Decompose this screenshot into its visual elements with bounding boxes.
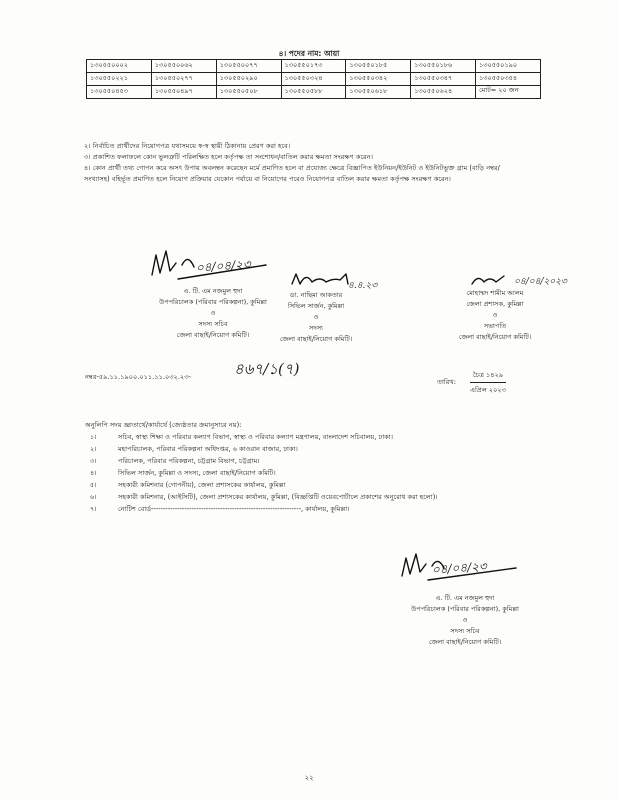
cc-item-number: ৪। [90, 469, 97, 477]
left-name: এ. টি. এম নজমুল হুদা [183, 287, 243, 295]
cc-item [90, 431, 550, 443]
right-name: মোহাম্মদ শামীম আলম [466, 289, 524, 297]
middle-signatory [246, 290, 386, 345]
bottom-designation: উপপরিচালক (পরিবার পরিকল্পনা), কুমিল্লা [411, 605, 519, 613]
cc-item-text: সিভিল সার্জন, কুমিল্লা ও সদস্য, জেলা বাছাই/নিয়োগ কমিটি। [118, 469, 276, 477]
right-signature [470, 270, 520, 290]
table-cell: ১৩০৫৫০২৯০ [216, 73, 281, 86]
middle-name: ডা. নাছিমা আকতার [289, 291, 343, 299]
cc-item [90, 455, 550, 467]
note-4: ৪। কোন প্রার্থী তথ্য গোপন করে অসৎ উপায় অবলম্বন করেছেন মর্মে প্রমাণিত হলে বা প্রযোজ্য ক্ষেত্রে বিজ্ঞাপিত ইউনিয়ন/ইউনিট ও ইউনিটভুক্ত গ্রাম (বাড়ি নম্বর/সংখ্যাসহ) বহির্ভূত প্রমাণিত হলে নিয়োগ প্রক্রিয়ার যেকোন পর্যায়ে বা নিয়োগের পরেও নিয়োগপত্র বাতিল করার ক্ষমতা কর্তৃপক্ষ সংরক্ষণ করেন। [84, 164, 500, 183]
table-cell: ১৩০৫৫০১৮৫ [346, 60, 411, 73]
table-row [87, 86, 541, 99]
table-cell: ১৩০৫৫০৩৪২ [346, 73, 411, 86]
cc-list [90, 431, 550, 515]
cc-item-text: সহকারী কমিশনার, (আইসিটি), জেলা প্রশাসকের কার্যালয়, কুমিল্লা, (বিজ্ঞপ্তিটি ওয়েবপোর্টালে প্রকাশের অনুরোধ করা হলো)। [118, 493, 438, 501]
left-designation: উপপরিচালক (পরিবার পরিকল্পনা), কুমিল্লা [159, 298, 267, 306]
cc-item-number: ২। [90, 445, 97, 453]
table-cell: ১৩০৫৫০৫৮৮ [281, 86, 346, 99]
left-conj: ও [210, 309, 216, 317]
cc-item [90, 443, 550, 455]
table-cell: ১৩০৫৫০৩৪৭ [411, 73, 476, 86]
cc-item-number: ৬। [90, 493, 97, 501]
memo-number: নম্বর-৫৯.১১.১৯০০.০১১.১১.০৩২.২৩- [85, 373, 191, 381]
middle-committee: জেলা বাছাই/নিয়োগ কমিটি। [279, 335, 353, 343]
left-committee: জেলা বাছাই/নিয়োগ কমিটি। [176, 331, 250, 339]
left-sign-date: ০৪/০৪/২৩ [195, 257, 252, 275]
bottom-sign-date: ০৪/০৪/২৩ [431, 559, 488, 577]
date-english: এপ্রিল ২০২৩ [470, 386, 506, 394]
table-cell: ১৩০৫৫০৩৫৪ [476, 73, 541, 86]
table-cell: ১৩০৫৫০২৭৭ [151, 73, 216, 86]
cc-item-number: ৫। [90, 481, 97, 489]
roll-number-table [86, 59, 541, 99]
left-role: সদস্য সচিব [198, 320, 228, 328]
table-row [87, 60, 541, 73]
table-cell: ১৩০৫৫০৫০৮ [216, 86, 281, 99]
table-cell: ১৩০৫৫০২২১ [87, 73, 152, 86]
table-cell: ১৩০৫৫০৩২৪ [281, 73, 346, 86]
cc-item [90, 479, 550, 491]
cc-item-text: পরিচালক, পরিবার পরিকল্পনা, চট্টগ্রাম বিভাগ, চট্টগ্রাম। [118, 457, 260, 465]
right-signatory [420, 288, 570, 343]
table-row [87, 73, 541, 86]
date-label: তারিখ: [437, 378, 456, 386]
middle-conj: ও [313, 313, 319, 321]
post-heading: ৪। পদের নাম: আয়া [278, 49, 340, 58]
table-cell: ১৩০৫৫০৪৯৭ [151, 86, 216, 99]
notes-section [84, 141, 524, 185]
table-cell: ১৩০৫৫০১৭৩ [281, 60, 346, 73]
cc-title: অনুলিপি সদয় জ্ঞাতার্থে/কার্যার্থে (জ্যেষ্ঠতার ক্রমানুসারে নয়): [85, 421, 242, 429]
cc-item-text: সহকারী কমিশনার (গোপনীয়), জেলা প্রশাসকের কার্যালয়, কুমিল্লা [118, 481, 286, 489]
right-committee: জেলা বাছাই/নিয়োগ কমিটি। [458, 333, 532, 341]
bottom-conj: ও [462, 616, 468, 624]
right-role: সভাপতি [483, 322, 507, 330]
right-designation: জেলা প্রশাসক, কুমিল্লা [466, 300, 524, 308]
cc-item-text: মহাপরিচালক, পরিবার পরিকল্পনা অধিদপ্তর, ৬ কাওরান বাজার, ঢাকা। [118, 445, 298, 453]
page-number: ২২ [304, 774, 314, 782]
cc-item [90, 491, 550, 503]
cc-item-number: ৩। [90, 457, 97, 465]
table-cell: ১৩০৫৫০১৯০ [476, 60, 541, 73]
cc-item-number: ১। [90, 433, 97, 441]
table-cell: ১৩০৫৫০৬১৮ [346, 86, 411, 99]
memo-date [470, 369, 506, 396]
note-3: ৩। প্রকাশিত ফলাফলে কোন ভুলত্রুটি পরিলক্ষিত হলে কর্তৃপক্ষ তা সংশোধন/বাতিল করার ক্ষমতা সংরক্ষণ করেন। [84, 153, 373, 161]
right-conj: ও [492, 311, 498, 319]
bottom-signatory [370, 593, 560, 648]
memo-handwritten-number: ৪৬৭/১(৭) [234, 360, 300, 378]
middle-sign-date: ৪.৪.২৩ [348, 281, 378, 291]
cc-item-text: নোটিশ বোর্ড---------------------------------------------------------------, কার্যালয়, কুমিল্লা। [118, 505, 350, 513]
cc-item-text: সচিব, স্বাস্থ্য শিক্ষা ও পরিবার কল্যাণ বিভাগ, স্বাস্থ্য ও পরিবার কল্যাণ মন্ত্রণালয়, বাংলাদেশ সচিবালয়, ঢাকা। [118, 433, 394, 441]
bottom-committee: জেলা বাছাই/নিয়োগ কমিটি। [428, 638, 502, 646]
middle-designation: সিভিল সার্জন, কুমিল্লা [287, 302, 345, 310]
cc-item-number: ৭। [90, 505, 97, 513]
table-cell: ১৩০৫৫০০৬২ [151, 60, 216, 73]
right-sign-date: ০৪/০৪/২০২৩ [514, 277, 567, 287]
table-cell: ১৩০৫৫০১৮৬ [411, 60, 476, 73]
note-2: ২। নির্বাচিত প্রার্থীদের নিয়োগপত্র যথাসময়ে স্ব-স্ব স্থায়ী ঠিকানায় প্রেরণ করা হবে। [84, 142, 291, 150]
middle-role: সদস্য [309, 324, 323, 332]
bottom-role: সদস্য সচিব [450, 627, 480, 635]
date-divider [470, 382, 506, 383]
bottom-name: এ. টি. এম নজমুল হুদা [435, 594, 495, 602]
cc-item [90, 467, 550, 479]
table-cell: ১৩০৫৫০০০২ [87, 60, 152, 73]
table-cell: ১৩০৫৫০৬২৪ [411, 86, 476, 99]
table-cell: ১৩০৫৫০০৭৭ [216, 60, 281, 73]
cc-item [90, 503, 550, 515]
table-cell: ১৩০৫৫০৪৫৩ [87, 86, 152, 99]
table-cell: মোট= ২০ জন [476, 86, 541, 99]
date-bangla: চৈত্র ১৪২৯ [472, 371, 504, 379]
